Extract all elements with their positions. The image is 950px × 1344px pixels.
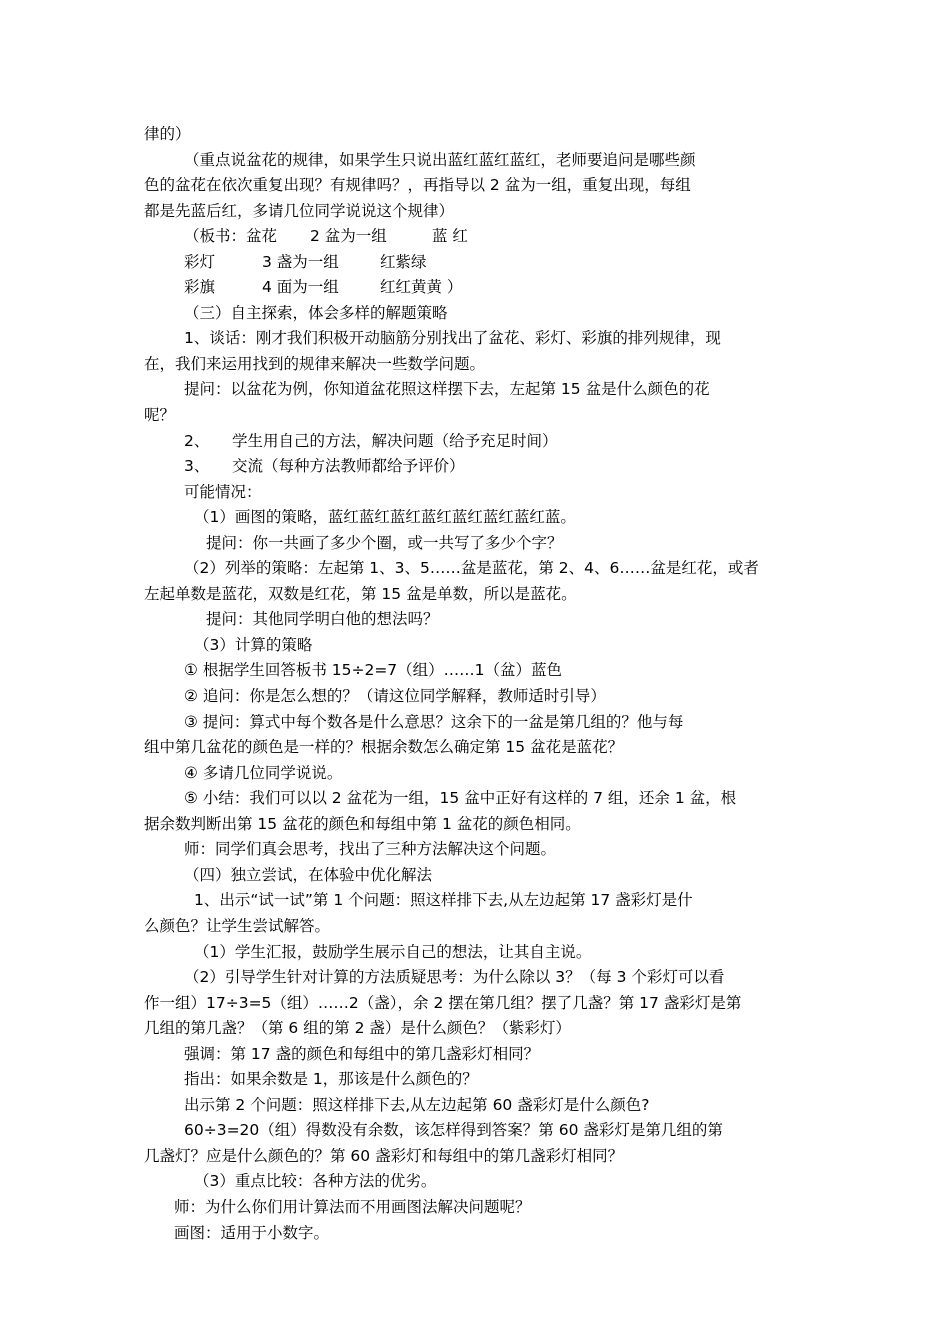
text-line: ② 追问：你是怎么想的？（请这位同学解释，教师适时引导） — [184, 687, 606, 706]
text-line: 师：为什么你们用计算法而不用画图法解决问题呢？ — [174, 1197, 531, 1216]
text-line: 么颜色？让学生尝试解答。 — [144, 916, 331, 935]
board-colors: 红紫绿 — [380, 252, 427, 271]
step-number: 2、 — [184, 431, 210, 450]
document-body — [144, 122, 808, 1246]
text-line: 几盏灯？应是什么颜色的？第 60 盏彩灯和每组中的第几盏彩灯相同？ — [144, 1146, 624, 1165]
board-group: 2 盆为一组 — [310, 227, 387, 246]
text-line: 色的盆花在依次重复出现？有规律吗？，再指导以 2 盆为一组，重复出现，每组 — [144, 176, 691, 195]
text-line: 几组的第几盏？（第 6 组的第 2 盏）是什么颜色？（紫彩灯） — [144, 1019, 571, 1038]
text-line: （2）引导学生针对计算的方法质疑思考：为什么除以 3？（每 3 个彩灯可以看 — [184, 968, 725, 987]
text-line: 可能情况： — [184, 482, 262, 501]
step-3 — [144, 454, 808, 480]
text-line: 1、出示“试一试”第 1 个问题：照这样排下去,从左边起第 17 盏彩灯是什 — [194, 891, 693, 910]
text-line: 呢？ — [144, 406, 176, 425]
text-line: 1、谈话：刚才我们积极开动脑筋分别找出了盆花、彩灯、彩旗的排列规律，现 — [184, 329, 721, 348]
text-line: ⑤ 小结：我们可以以 2 盆花为一组，15 盆中正好有这样的 7 组，还余 1 盆，根 — [184, 789, 737, 808]
text-line: 出示第 2 个问题：照这样排下去,从左边起第 60 盏彩灯是什么颜色? — [184, 1095, 650, 1114]
section-heading: （三）自主探索，体会多样的解题策略 — [184, 303, 448, 322]
text-line: （3）计算的策略 — [194, 635, 313, 654]
text-line: （3）重点比较：各种方法的优劣。 — [194, 1172, 437, 1191]
step-text: 学生用自己的方法，解决问题（给予充足时间） — [232, 431, 558, 450]
text-line: 提问：以盆花为例，你知道盆花照这样摆下去，左起第 15 盆是什么颜色的花 — [184, 380, 710, 399]
board-colors: 红红黄黄 ） — [380, 278, 463, 297]
board-label: 彩灯 — [184, 252, 216, 271]
board-group: 4 面为一组 — [262, 278, 339, 297]
text-line: （重点说盆花的规律，如果学生只说出蓝红蓝红蓝红，老师要追问是哪些颜 — [184, 150, 696, 169]
text-line: ③ 提问：算式中每个数各是什么意思？这余下的一盆是第几组的？他与每 — [184, 712, 684, 731]
step-2 — [144, 429, 808, 455]
step-number: 3、 — [184, 457, 210, 476]
text-line: 指出：如果余数是 1，那该是什么颜色的？ — [184, 1070, 478, 1089]
board-row-3 — [144, 275, 808, 301]
board-row-1 — [144, 224, 808, 250]
section-heading: （四）独立尝试，在体验中优化解法 — [184, 865, 433, 884]
text-line: ① 根据学生回答板书 15÷2=7（组）……1（盆）蓝色 — [184, 661, 563, 680]
text-line: 律的） — [144, 125, 191, 143]
board-row-2 — [144, 250, 808, 276]
step-text: 交流（每种方法教师都给予评价） — [232, 457, 465, 476]
board-colors: 蓝 红 — [432, 227, 468, 246]
text-line: 师：同学们真会思考，找出了三种方法解决这个问题。 — [184, 840, 557, 859]
board-group: 3 盏为一组 — [262, 252, 339, 271]
text-line: 作一组）17÷3=5（组）……2（盏），余 2 摆在第几组？摆了几盏？第 17 盏彩灯是第 — [144, 993, 742, 1012]
text-line: （2）列举的策略：左起第 1、3、5……盆是蓝花，第 2、4、6……盆是红花，或者 — [184, 559, 759, 578]
text-line: 提问：其他同学明白他的想法吗？ — [206, 610, 439, 629]
text-line: 据余数判断出第 15 盆花的颜色和每组中第 1 盆花的颜色相同。 — [144, 814, 581, 833]
text-line: ④ 多请几位同学说说。 — [184, 763, 343, 782]
board-label: 彩旗 — [184, 278, 216, 297]
text-line: 画图：适用于小数字。 — [174, 1223, 330, 1242]
text-line: 都是先蓝后红，多请几位同学说说这个规律） — [144, 201, 455, 220]
text-line: （1）学生汇报，鼓励学生展示自己的想法，让其自主说。 — [194, 942, 592, 961]
board-label: （板书：盆花 — [184, 227, 278, 246]
text-line: 60÷3=20（组）得数没有余数，该怎样得到答案？第 60 盏彩灯是第几组的第 — [184, 1121, 723, 1140]
text-line: 左起单数是蓝花，双数是红花，第 15 盆是单数，所以是蓝花。 — [144, 584, 577, 603]
text-line: 提问：你一共画了多少个圈，或一共写了多少个字？ — [206, 533, 563, 552]
text-line: 强调：第 17 盏的颜色和每组中的第几盏彩灯相同？ — [184, 1044, 540, 1063]
text-line: （1）画图的策略，蓝红蓝红蓝红蓝红蓝红蓝红蓝红蓝。 — [194, 508, 576, 527]
text-line: 组中第几盆花的颜色是一样的？根据余数怎么确定第 15 盆花是蓝花？ — [144, 738, 624, 757]
text-line: 在，我们来运用找到的规律来解决一些数学问题。 — [144, 354, 486, 373]
